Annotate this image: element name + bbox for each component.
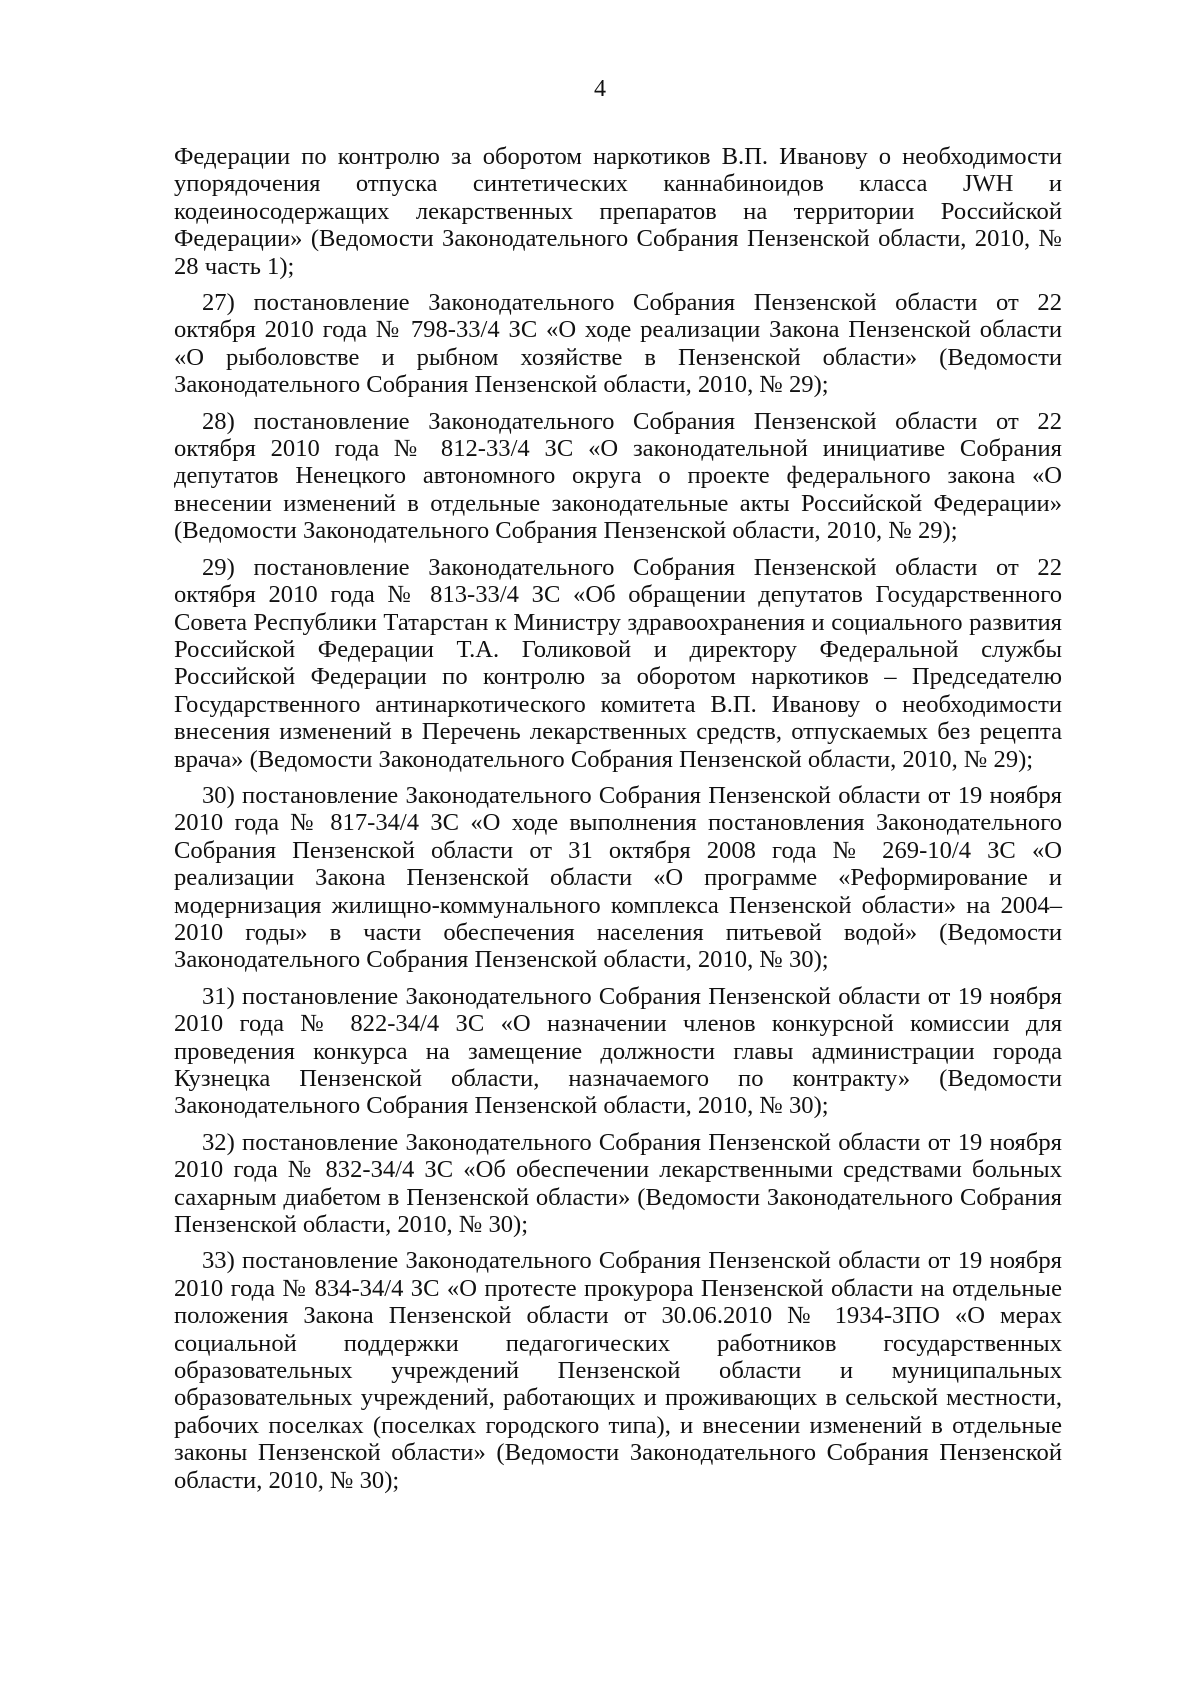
list-item-30: 30) постановление Законодательного Собрания Пензенской области от 19 ноября 2010 года № 817-34/4 ЗС «О ходе выполнения постановления Законодательного Собрания Пензенской области от 31 октября 2008 года № 269-10/4 ЗС «О реализации Закона Пензенской области «О программе «Реформирование и модернизация жилищно-коммунального комплекса Пензенской области» на 2004–2010 годы» в части обеспечения населения питьевой водой» (Ведомости Законодательного Собрания Пензенской области, 2010, № 30); xyxy=(174,781,1062,974)
list-item-28: 28) постановление Законодательного Собрания Пензенской области от 22 октября 2010 года № 812-33/4 ЗС «О законодательной инициативе Собрания депутатов Ненецкого автономного округа о проекте федерального закона «О внесении изменений в отдельные законодательные акты Российской Федерации» (Ведомости Законодательного Собрания Пензенской области, 2010, № 29); xyxy=(174,407,1062,545)
paragraph-continuation: Федерации по контролю за оборотом наркотиков В.П. Иванову о необходимости упорядочения отпуска синтетических каннабиноидов класса JWH и кодеиносодержащих лекарственных препаратов на территории Российской Федерации» (Ведомости Законодательного Собрания Пензенской области, 2010, № 28 часть 1); xyxy=(174,143,1062,280)
list-item-29: 29) постановление Законодательного Собрания Пензенской области от 22 октября 2010 года № 813-33/4 ЗС «Об обращении депутатов Государственного Совета Республики Татарстан к Министру здравоохранения и социального развития Российской Федерации Т.А. Голиковой и директору Федеральной службы Российской Федерации по контролю за оборотом наркотиков – Председателю Государственного антинаркотического комитета В.П. Иванову о необходимости внесения изменений в Перечень лекарственных средств, отпускаемых без рецепта врача» (Ведомости Законодательного Собрания Пензенской области, 2010, № 29); xyxy=(174,553,1062,773)
list-item-33: 33) постановление Законодательного Собрания Пензенской области от 19 ноября 2010 года № 834-34/4 ЗС «О протесте прокурора Пензенской области на отдельные положения Закона Пензенской области от 30.06.2010 № 1934-ЗПО «О мерах социальной поддержки педагогических работников государственных образовательных учреждений Пензенской области и муниципальных образовательных учреждений, работающих и проживающих в сельской местности, рабочих поселках (поселках городского типа), и внесении изменений в отдельные законы Пензенской области» (Ведомости Законодательного Собрания Пензенской области, 2010, № 30); xyxy=(174,1247,1062,1494)
list-item-32: 32) постановление Законодательного Собрания Пензенской области от 19 ноября 2010 года № 832-34/4 ЗС «Об обеспечении лекарственными средствами больных сахарным диабетом в Пензенской области» (Ведомости Законодательного Собрания Пензенской области, 2010, № 30); xyxy=(174,1128,1062,1239)
page-number: 4 xyxy=(594,76,606,102)
document-body xyxy=(174,143,1062,1503)
list-item-27: 27) постановление Законодательного Собрания Пензенской области от 22 октября 2010 года № 798-33/4 ЗС «О ходе реализации Закона Пензенской области «О рыболовстве и рыбном хозяйстве в Пензенской области» (Ведомости Законодательного Собрания Пензенской области, 2010, № 29); xyxy=(174,289,1062,399)
list-item-31: 31) постановление Законодательного Собрания Пензенской области от 19 ноября 2010 года № 822-34/4 ЗС «О назначении членов конкурсной комиссии для проведения конкурса на замещение должности главы администрации города Кузнецка Пензенской области, назначаемого по контракту» (Ведомости Законодательного Собрания Пензенской области, 2010, № 30); xyxy=(174,982,1062,1120)
